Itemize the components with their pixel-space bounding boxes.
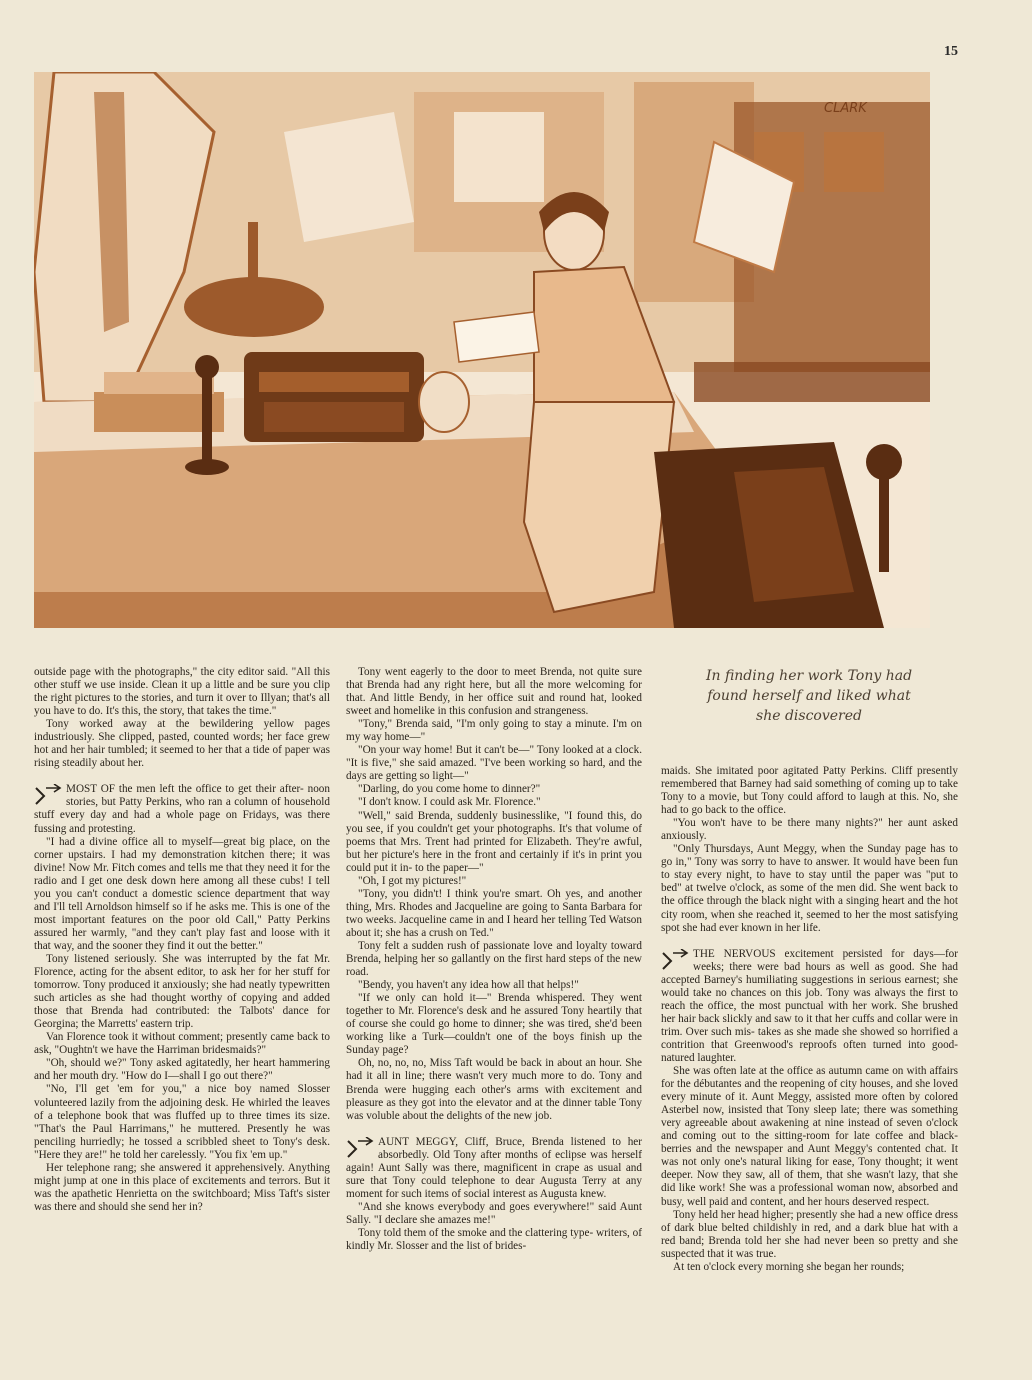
paragraph: "You won't have to be there many nights?" her aunt asked anxiously. [661, 817, 958, 843]
paragraph: She was often late at the office as autumn came on with affairs for the débutantes and the reopening of city houses, and she loved every minute of it. Aunt Meggy, assisted more often by colored Asterbel now, insisted that Tony sleep late; there was something very agreeable about awakening at nine instead of seven o'clock and coming out to the sitting-room for late coffee and black- berries and the newspaper and Aunt Meggy's contented chat. It was not only one's natural liking for ease, Tony thought; it went deeper. Now they saw, all of them, that she wasn't lazy, that she did like work! She was a professional woman now, absorbed and busy, well paid and content, and her hours deserved respect. [661, 1065, 958, 1208]
paragraph: Tony worked away at the bewildering yellow pages industriously. She clipped, pasted, counted words; her face grew hot and her hair tumbled; it seemed to her that a tide of paper was rising steadily about her. [34, 718, 330, 770]
paragraph: Van Florence took it without comment; presently came back to ask, "Oughtn't we have the Harriman bridesmaids?" [34, 1031, 330, 1057]
paragraph: "I had a divine office all to myself—great big place, on the corner upstairs. I had my demonstration kitchen there; it was divine! Now Mr. Fitch comes and tells me that they need it for the radio and I get one desk down here among all these cubs! I tell you you can't conduct a domestic science department that way and I'll tell Arnoldson himself so if he asks me. This is one of the most important features on the poor old Call," Patty Perkins assured her warmly, "and they can't play fast and loose with it that way, and the sooner they find it out the better." [34, 835, 330, 952]
text-column-1 [34, 666, 330, 1214]
paragraph: outside page with the photographs," the city editor said. "All this other stuff we use inside. Clean it up a little and be sure you clip the right pictures to the stories, and turn it over to Illyan; that's all you have to do. It's this, the story, that takes the time." [34, 666, 330, 718]
paragraph-text: THE NERVOUS excitement persisted for days—for weeks; there were bad hours as well as good. She had accepted Barney's humiliating suggestions in serious earnest; she would take no chances on this job. Tony was always the first to reach the office, the most punctual with her work. She brushed her hair back slickly and saw to it that her cuffs and collar were in trim. Over such mis- takes as she made she showed so horrified a contrition that Greenwood's reproofs often turned into good- natured laughter. [661, 947, 958, 1064]
paragraph: Tony went eagerly to the door to meet Brenda, not quite sure that Brenda had any right here, but all the more welcoming for that. And little Bendy, in her office suit and round hat, looked sweet and homelike in this confusion and strangeness. [346, 666, 642, 718]
paragraph: "Well," said Brenda, suddenly businesslike, "I found this, do you see, if you couldn't get your photographs. It's that volume of poems that Mrs. Trent had printed for Elizabeth. They're awful, but her picture's here in the front and certainly if it's in print you could put it in- to the paper—" [346, 809, 642, 874]
paragraph: Tony told them of the smoke and the clattering type- writers, of kindly Mr. Slosser and the list of brides- [346, 1226, 642, 1253]
paragraph: "Darling, do you come home to dinner?" [358, 783, 541, 796]
paragraph: maids. She imitated poor agitated Patty Perkins. Cliff presently remembered that Barney had said something of coming up to take Tony to a movie, but Tony could afford to laugh at this. No, she had to go back to the office. [661, 765, 958, 817]
paragraph: "I don't know. I could ask Mr. Florence." [358, 796, 541, 809]
paragraph: "Tony, you didn't! I think you're smart. Oh yes, and another thing, Mrs. Rhodes and Jacqueline are going to Santa Barbara for two weeks. Jacqueline came in and I heard her telling Ted Watson about it; she has a crush on Ted." [346, 887, 642, 939]
paragraph: "Oh, should we?" Tony asked agitatedly, her heart hammering and her mouth dry. "How do I—shall I go out there?" [34, 1057, 330, 1083]
paragraph: Tony held her head higher; presently she had a new office dress of dark blue belted childishly in red, and a dark blue hat with a red band; Brenda told her she had never been so pretty and she suspected that it was true. [661, 1208, 958, 1260]
section-arrow-icon [34, 784, 62, 806]
caption-line: found herself and liked what [707, 688, 911, 704]
paragraph: "Bendy, you haven't any idea how all that helps!" [358, 979, 579, 992]
paragraph-text: MOST OF the men left the office to get their after- noon stories, but Patty Perkins, who ran a column of household stuff every day and had a whole page on Fridays, was there fussing and protesting. [34, 783, 330, 835]
paragraph: "No, I'll get 'em for you," a nice boy named Slosser volunteered lazily from the adjoining desk. He whirled the leaves of a telephone book that was fluffed up to three times its size. "That's the Paul Harrimans," he muttered. Presently he was penciling hurriedly; he tossed a scribbled sheet to Tony's desk. "Here they are!" he told her carelessly. "You fix 'em up." [34, 1083, 330, 1161]
paragraph: "If we only can hold it—" Brenda whispered. They went together to Mr. Florence's desk and he assured Tony heartily that of course she could go home to dinner; she was tired, she'd been working like a Turk—couldn't one of the boys finish up the Sunday page? [346, 992, 642, 1057]
paragraph: "Only Thursdays, Aunt Meggy, when the Sunday page has to go in," Tony was sorry to have to answer. It would have been fun to stay every night, to have to stay until the paper was "put to bed" at twelve o'clock, as some of the men did. She went back to the office through the black night with a singing heart and the hot city room, when she reached it, seemed to her the most satisfying spot she had ever known in her life. [661, 843, 958, 934]
paragraph: "Tony," Brenda said, "I'm only going to stay a minute. I'm on my way home—" [346, 718, 642, 744]
paragraph-text: AUNT MEGGY, Cliff, Bruce, Brenda listened to her absorbedly. Old Tony after months of eclipse was herself again! Aunt Sally was there, magnificent in crape as usual and sure that Tony could telephone to dear Augusta Terry at any moment for such items of social interest as Augusta knew. [346, 1135, 642, 1200]
paragraph: At ten o'clock every morning she began her rounds; [673, 1260, 905, 1273]
paragraph: "Oh, I got my pictures!" [358, 874, 467, 887]
paragraph: "And she knows everybody and goes everywhere!" said Aunt Sally. "I declare she amazes me!" [346, 1200, 642, 1226]
illustration-signature: CLARK [824, 101, 867, 116]
page-number: 15 [944, 44, 958, 59]
caption-line: In finding her work Tony had [705, 668, 913, 684]
paragraph: Her telephone rang; she answered it apprehensively. Anything might jump at one in this place of excitements and terrors. But it was the apathetic Henrietta on the switchboard; Miss Taft's sister was there and should she send her in? [34, 1161, 330, 1213]
text-column-2 [346, 666, 642, 1253]
pull-quote-caption [690, 666, 928, 726]
illustration [34, 72, 930, 628]
section-arrow-icon [661, 949, 689, 971]
section-start-paragraph [34, 783, 330, 835]
paragraph: Oh, no, no, no, Miss Taft would be back in about an hour. She had it all in line; there wasn't very much more to do. Tony and Brenda were hugging each other's arms with excitement and pleasure as they got into the elevator and at the dinner table Tony was voluble about the delights of the new job. [346, 1057, 642, 1122]
paragraph: Tony listened seriously. She was interrupted by the fat Mr. Florence, acting for the absent editor, to ask her for her stuff for tomorrow. Tony produced it anxiously; she had neatly typewritten such articles as she had thought worthy of copying and added those that Brenda had contributed: the Talbots' dance for Georgina; the Marretts' eastern trip. [34, 952, 330, 1031]
caption-line: she discovered [756, 708, 862, 724]
text-column-3 [661, 765, 958, 1274]
paragraph: "On your way home! But it can't be—" Tony looked at a clock. "It is five," she said amazed. "I've been working so hard, and the days are getting so light—" [346, 744, 642, 783]
section-start-paragraph [346, 1136, 642, 1201]
section-arrow-icon [346, 1137, 374, 1159]
paragraph: Tony felt a sudden rush of passionate love and loyalty toward Brenda, helping her so gallantly on the first hard steps of the new road. [346, 939, 642, 979]
section-start-paragraph [661, 948, 958, 1065]
newsroom-illustration [34, 72, 930, 628]
